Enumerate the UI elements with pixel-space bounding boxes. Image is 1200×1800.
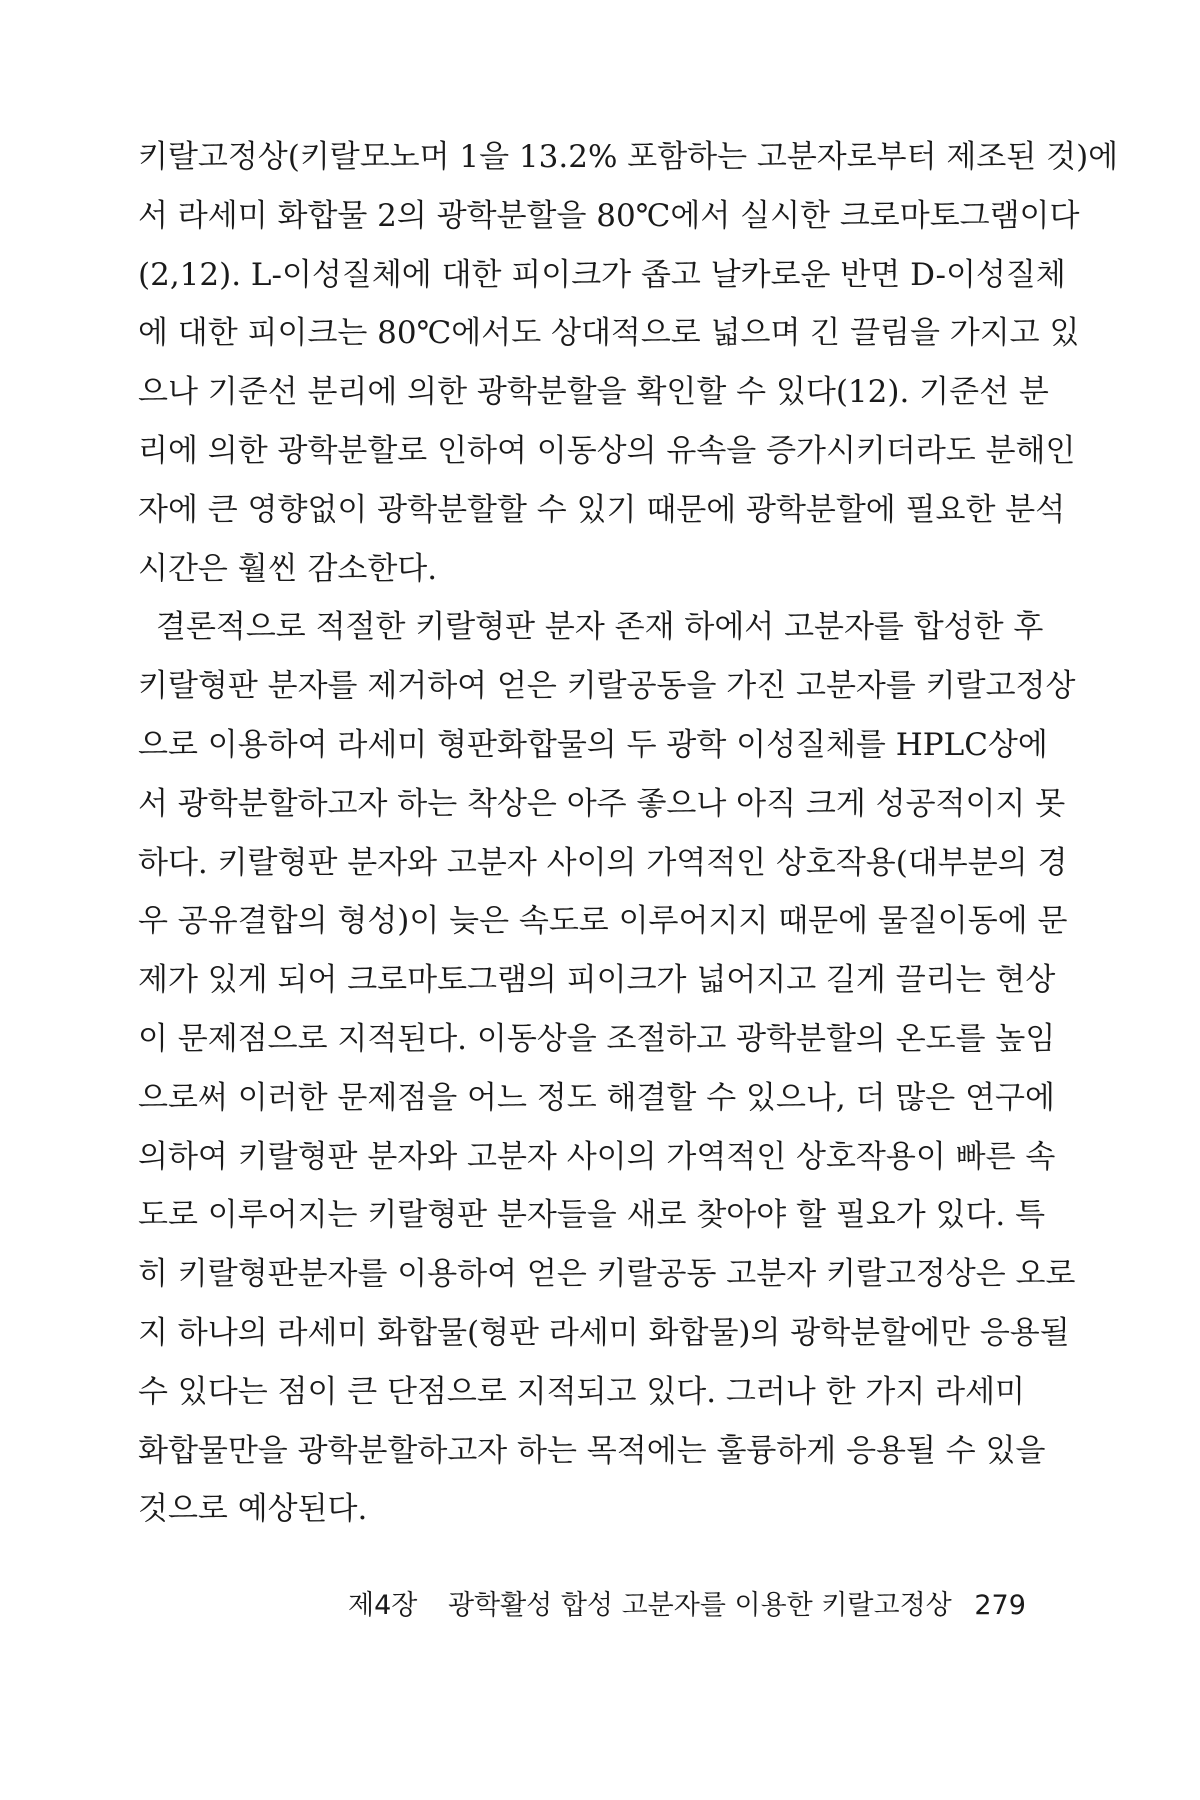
text-line: 리에 의한 광학분할로 인하여 이동상의 유속을 증가시키더라도 분해인 xyxy=(138,432,1076,469)
text-line: 제가 있게 되어 크로마토그램의 피이크가 넓어지고 길게 끌리는 현상 xyxy=(138,962,1056,999)
chapter-title: 광학활성 합성 고분자를 이용한 키랄고정상 xyxy=(447,1590,952,1621)
text-line: 화합물만을 광학분할하고자 하는 목적에는 훌륭하게 응용될 수 있을 xyxy=(138,1432,1046,1469)
chapter-label: 제4장 xyxy=(348,1590,418,1621)
text-line: 의하여 키랄형판 분자와 고분자 사이의 가역적인 상호작용이 빠른 속 xyxy=(138,1138,1056,1175)
text-line: 것으로 예상된다. xyxy=(138,1491,368,1528)
text-line: 하다. 키랄형판 분자와 고분자 사이의 가역적인 상호작용(대부분의 경 xyxy=(138,844,1068,881)
text-line: 우 공유결합의 형성)이 늦은 속도로 이루어지지 때문에 물질이동에 문 xyxy=(138,903,1068,940)
text-line: 히 키랄형판분자를 이용하여 얻은 키랄공동 고분자 키랄고정상은 오로 xyxy=(138,1256,1076,1293)
text-line: 으나 기준선 분리에 의한 광학분할을 확인할 수 있다(12). 기준선 분 xyxy=(138,374,1049,411)
paragraph-2 xyxy=(138,598,1076,1539)
paragraph-1 xyxy=(138,128,1119,598)
body-text xyxy=(138,128,1119,1539)
text-line: 도로 이루어지는 키랄형판 분자들을 새로 찾아야 할 필요가 있다. 특 xyxy=(138,1197,1046,1234)
text-line: 자에 큰 영향없이 광학분할할 수 있기 때문에 광학분할에 필요한 분석 xyxy=(138,491,1066,528)
text-line: 지 하나의 라세미 화합물(형판 라세미 화합물)의 광학분할에만 응용될 xyxy=(138,1314,1070,1351)
text-line: (2,12). L-이성질체에 대한 피이크가 좁고 날카로운 반면 D-이성질체 xyxy=(138,256,1066,293)
text-line: 결론적으로 적절한 키랄형판 분자 존재 하에서 고분자를 합성한 후 xyxy=(156,609,1044,646)
text-line: 이 문제점으로 지적된다. 이동상을 조절하고 광학분할의 온도를 높임 xyxy=(138,1020,1056,1057)
text-line: 키랄고정상(키랄모노머 1을 13.2% 포함하는 고분자로부터 제조된 것)에 xyxy=(138,139,1119,175)
text-line: 서 광학분할하고자 하는 착상은 아주 좋으나 아직 크게 성공적이지 못 xyxy=(138,785,1066,822)
text-line: 수 있다는 점이 큰 단점으로 지적되고 있다. 그러나 한 가지 라세미 xyxy=(138,1373,1025,1410)
text-line: 으로써 이러한 문제점을 어느 정도 해결할 수 있으나, 더 많은 연구에 xyxy=(138,1079,1055,1116)
page-number: 279 xyxy=(974,1590,1026,1621)
running-footer xyxy=(348,1586,1026,1626)
text-line: 으로 이용하여 라세미 형판화합물의 두 광학 이성질체를 HPLC상에 xyxy=(138,726,1048,763)
text-line: 에 대한 피이크는 80℃에서도 상대적으로 넓으며 긴 끌림을 가지고 있 xyxy=(138,315,1080,352)
text-line: 키랄형판 분자를 제거하여 얻은 키랄공동을 가진 고분자를 키랄고정상 xyxy=(138,668,1076,705)
text-line: 시간은 훨씬 감소한다. xyxy=(138,550,438,587)
text-line: 서 라세미 화합물 2의 광학분할을 80℃에서 실시한 크로마토그램이다 xyxy=(138,197,1080,234)
